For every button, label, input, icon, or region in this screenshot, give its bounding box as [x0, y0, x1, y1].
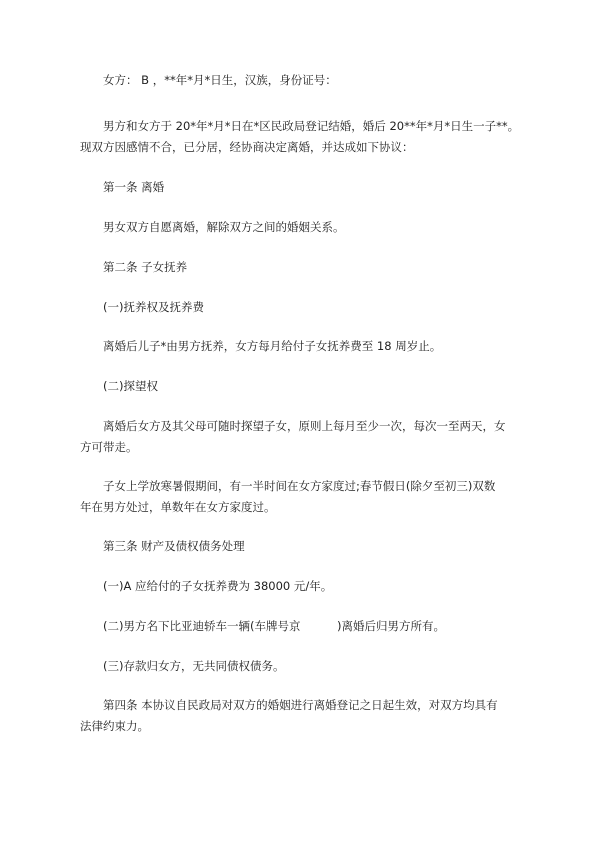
- wife-info-line: 女方： B ，**年*月*日生，汉族，身份证号：: [103, 73, 337, 87]
- custody-body: 离婚后儿子*由男方抚养，女方每月给付子女抚养费至 18 周岁止。: [103, 339, 442, 353]
- holiday-body-line-1: 子女上学放寒暑假期间，有一半时间在女方家度过;春节假日(除夕至初三)双数: [103, 479, 496, 493]
- visitation-body-line-1: 离婚后女方及其父母可随时探望子女，原则上每月至少一次，每次一至两天，女: [103, 419, 506, 433]
- marriage-info-line-1: 男方和女方于 20*年*月*日在*区民政局登记结婚，婚后 20**年*月*日生一子**。: [103, 119, 520, 133]
- visitation-body-line-2: 方可带走。: [80, 440, 138, 454]
- visitation-subheading: (二)探望权: [103, 379, 158, 393]
- holiday-body-line-2: 年在男方处过，单数年在女方家度过。: [80, 500, 276, 514]
- article-1-body: 男女双方自愿离婚，解除双方之间的婚姻关系。: [103, 220, 345, 234]
- article-3-heading: 第三条 财产及债权债务处理: [103, 539, 245, 553]
- article-2-heading: 第二条 子女抚养: [103, 260, 188, 274]
- custody-subheading: (一)抚养权及抚养费: [103, 300, 204, 314]
- property-item-3: (三)存款归女方，无共同债权债务。: [103, 659, 285, 673]
- article-4-line-1: 第四条 本协议自民政局对双方的婚姻进行离婚登记之日起生效，对双方均具有: [103, 698, 498, 712]
- article-4-line-2: 法律约束力。: [80, 719, 149, 733]
- property-item-1: (一)A 应给付的子女抚养费为 38000 元/年。: [103, 579, 333, 593]
- marriage-info-line-2: 现双方因感情不合，已分居，经协商决定离婚，并达成如下协议：: [80, 140, 414, 154]
- property-item-2: (二)男方名下比亚迪轿车一辆(车牌号京 )离婚后归男方所有。: [103, 619, 445, 633]
- article-1-heading: 第一条 离婚: [103, 180, 165, 194]
